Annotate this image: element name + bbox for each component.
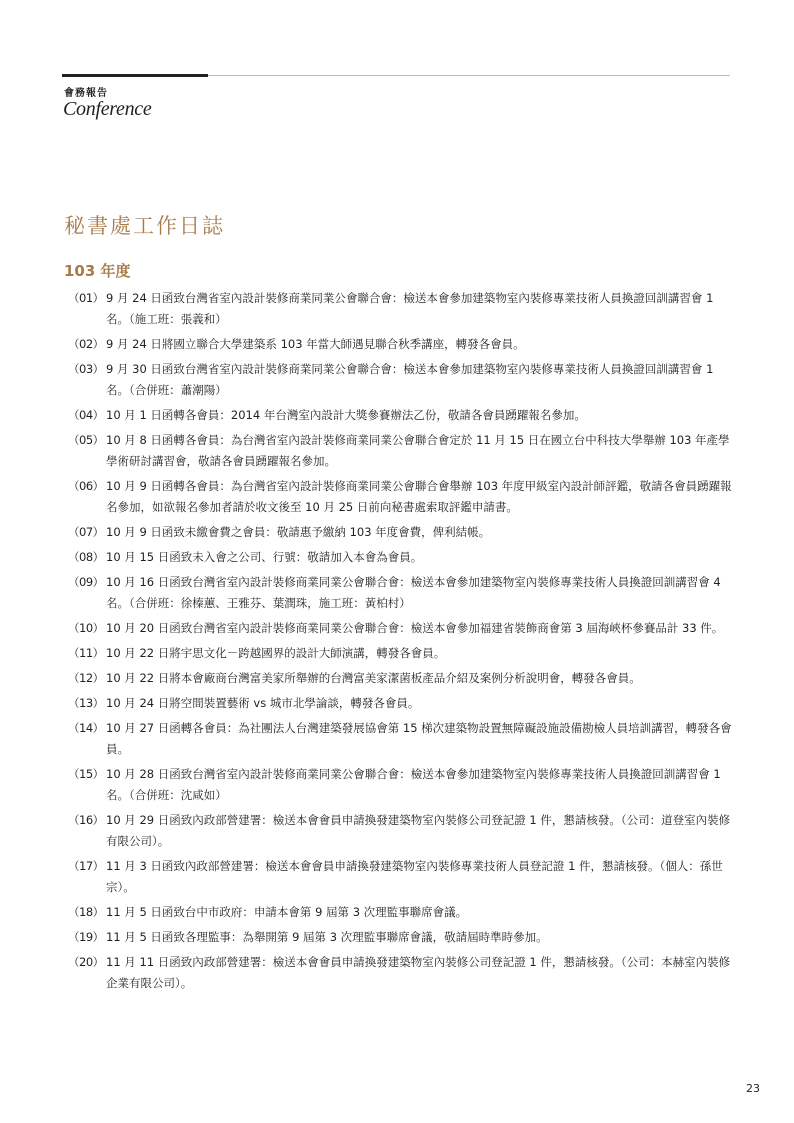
log-entry-number: （06）	[68, 479, 104, 493]
log-entry-number: （13）	[68, 696, 104, 710]
log-entry-number: （17）	[68, 859, 104, 873]
log-entry-number: （18）	[68, 905, 104, 919]
log-entry-number: （01）	[68, 291, 104, 305]
log-entry	[68, 693, 734, 714]
log-entry-text: 10 月 9 日函致未繳會費之會員：敬請惠予繳納 103 年度會費，俾利結帳。	[106, 525, 491, 539]
log-entry-text: 10 月 22 日將宇思文化－跨越國界的設計大師演講，轉發各會員。	[106, 646, 446, 660]
log-entry	[68, 522, 734, 543]
page-number: 23	[746, 1082, 760, 1095]
log-entry	[68, 359, 734, 401]
log-entry-number: （14）	[68, 721, 104, 735]
log-entry-text: 11 月 5 日函致各理監事：為舉開第 9 屆第 3 次理監事聯席會議，敬請屆時準時參加。	[106, 930, 548, 944]
log-entry-number: （15）	[68, 767, 104, 781]
log-entry-text: 11 月 11 日函致內政部營建署：檢送本會會員申請換發建築物室內裝修公司登記證 1 件，懇請核發。（公司：本赫室內裝修企業有限公司）。	[106, 955, 731, 990]
log-entry-number: （07）	[68, 525, 104, 539]
header-rule-thick	[62, 74, 208, 77]
log-entry-text: 10 月 9 日函轉各會員：為台灣省室內設計裝修商業同業公會聯合會舉辦 103 年度甲級室內設計師評鑑，敬請各會員踴躍報名參加，如欲報名參加者請於收文後至 10 月 25 日前向秘書處索取評鑑申請書。	[106, 479, 732, 514]
log-entry-list	[68, 288, 734, 998]
header-rule-thin	[208, 75, 730, 76]
log-entry-number: （16）	[68, 813, 104, 827]
log-entry	[68, 288, 734, 330]
log-entry-text: 9 月 30 日函致台灣省室內設計裝修商業同業公會聯合會：檢送本會參加建築物室內裝修專業技術人員換證回訓講習會 1 名。（合併班：蕭潮陽）	[106, 362, 714, 397]
section-label-en: Conference	[63, 98, 152, 120]
log-entry	[68, 856, 734, 898]
log-entry-text: 10 月 20 日函致台灣省室內設計裝修商業同業公會聯合會：檢送本會參加福建省裝飾商會第 3 屆海峽杯參賽品計 33 件。	[106, 621, 724, 635]
log-entry-number: （20）	[68, 955, 104, 969]
log-entry	[68, 927, 734, 948]
log-entry	[68, 718, 734, 760]
log-entry-text: 10 月 15 日函致未入會之公司、行號：敬請加入本會為會員。	[106, 550, 423, 564]
log-entry-number: （05）	[68, 433, 104, 447]
log-entry-text: 10 月 1 日函轉各會員：2014 年台灣室內設計大獎參賽辦法乙份，敬請各會員踴躍報名參加。	[106, 408, 586, 422]
log-entry	[68, 572, 734, 614]
log-entry-text: 10 月 24 日將空間裝置藝術 vs 城市北學論談，轉發各會員。	[106, 696, 420, 710]
log-entry	[68, 764, 734, 806]
log-entry	[68, 952, 734, 994]
log-entry-text: 10 月 28 日函致台灣省室內設計裝修商業同業公會聯合會：檢送本會參加建築物室內裝修專業技術人員換證回訓講習會 1 名。（合併班：沈咸如）	[106, 767, 721, 802]
log-entry-text: 11 月 3 日函致內政部營建署：檢送本會會員申請換發建築物室內裝修專業技術人員登記證 1 件，懇請核發。（個人：孫世宗）。	[106, 859, 723, 894]
log-entry-number: （19）	[68, 930, 104, 944]
log-entry-text: 10 月 22 日將本會廠商台灣富美家所舉辦的台灣富美家潔菌板產品介紹及案例分析說明會，轉發各會員。	[106, 671, 641, 685]
log-entry-number: （10）	[68, 621, 104, 635]
log-entry	[68, 334, 734, 355]
log-entry-text: 10 月 27 日函轉各會員：為社團法人台灣建築發展協會第 15 梯次建築物設置無障礙設施設備勘檢人員培訓講習，轉發各會員。	[106, 721, 732, 756]
log-entry-number: （12）	[68, 671, 104, 685]
log-entry	[68, 430, 734, 472]
log-entry-text: 11 月 5 日函致台中市政府：申請本會第 9 屆第 3 次理監事聯席會議。	[106, 905, 468, 919]
log-entry-text: 10 月 8 日函轉各會員：為台灣省室內設計裝修商業同業公會聯合會定於 11 月 15 日在國立台中科技大學舉辦 103 年產學學術研討講習會，敬請各會員踴躍報名參加。	[106, 433, 730, 468]
log-entry	[68, 810, 734, 852]
page-title: 秘書處工作日誌	[64, 214, 225, 238]
log-entry-text: 10 月 29 日函致內政部營建署：檢送本會會員申請換發建築物室內裝修公司登記證 1 件，懇請核發。（公司：道登室內裝修有限公司）。	[106, 813, 731, 848]
log-entry-text: 9 月 24 日函致台灣省室內設計裝修商業同業公會聯合會：檢送本會參加建築物室內裝修專業技術人員換證回訓講習會 1 名。（施工班：張義和）	[106, 291, 714, 326]
log-entry	[68, 476, 734, 518]
log-entry	[68, 547, 734, 568]
log-entry-number: （08）	[68, 550, 104, 564]
log-entry-number: （11）	[68, 646, 104, 660]
section-label-zh: 會務報告	[64, 88, 108, 99]
log-entry-number: （04）	[68, 408, 104, 422]
log-entry	[68, 668, 734, 689]
log-entry	[68, 618, 734, 639]
log-entry-number: （03）	[68, 362, 104, 376]
log-entry	[68, 902, 734, 923]
year-heading: 103 年度	[64, 262, 131, 280]
log-entry-number: （09）	[68, 575, 104, 589]
log-entry	[68, 405, 734, 426]
log-entry-number: （02）	[68, 337, 104, 351]
log-entry-text: 10 月 16 日函致台灣省室內設計裝修商業同業公會聯合會：檢送本會參加建築物室內裝修專業技術人員換證回訓講習會 4 名。（合併班：徐榛蕙、王雅芬、葉潤珠，施工班：黃柏村）	[106, 575, 721, 610]
log-entry	[68, 643, 734, 664]
log-entry-text: 9 月 24 日將國立聯合大學建築系 103 年當大師遇見聯合秋季講座，轉發各會員。	[106, 337, 525, 351]
